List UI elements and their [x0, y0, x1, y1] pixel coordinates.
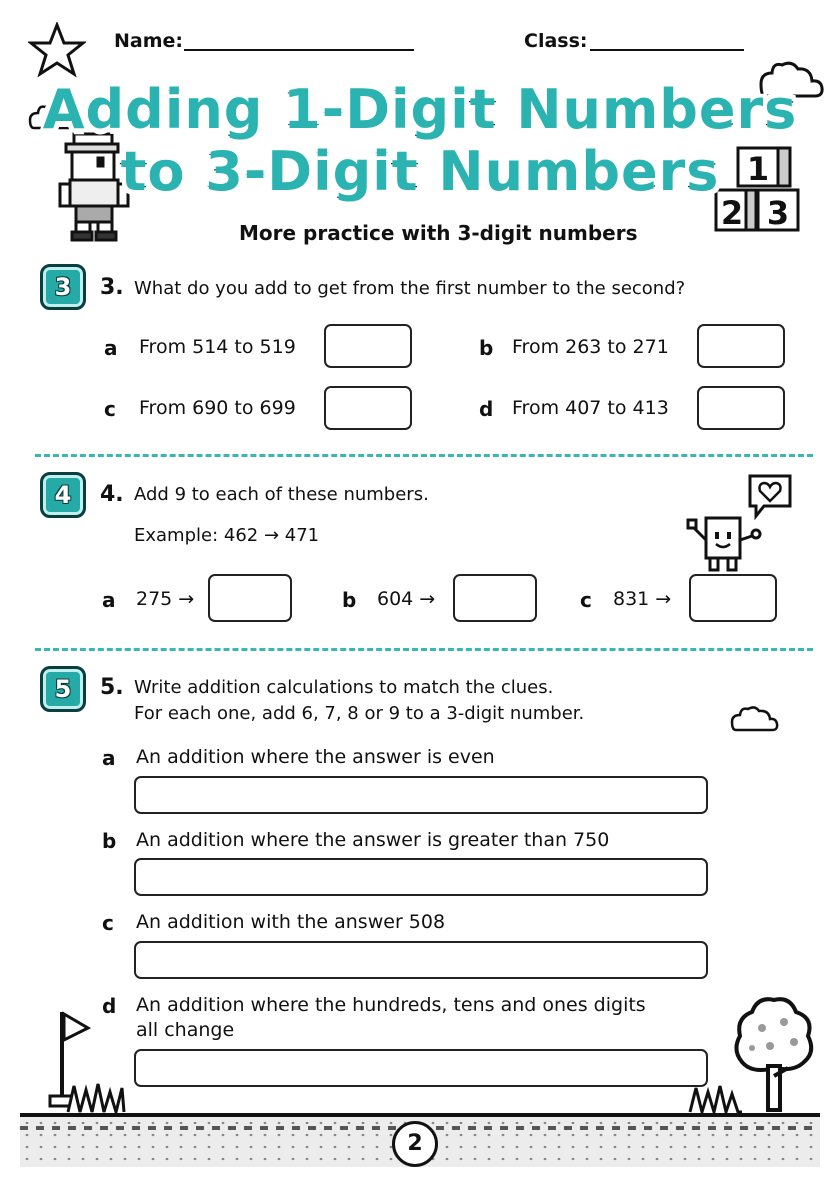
answer-box-3c[interactable] — [324, 386, 412, 430]
item-text: 831 → — [613, 588, 672, 610]
section-divider — [35, 454, 813, 457]
name-field[interactable] — [184, 49, 414, 51]
question-5-number: 5. — [100, 675, 124, 700]
item-letter: c — [580, 588, 592, 612]
question-3-prompt: What do you add to get from the first number to the second? — [134, 278, 686, 299]
item-letter: b — [342, 588, 357, 612]
item-text: From 407 to 413 — [512, 397, 669, 419]
item-text: From 690 to 699 — [139, 397, 296, 419]
answer-box-5b[interactable] — [134, 858, 708, 896]
star-icon — [28, 22, 86, 78]
item-letter: d — [102, 994, 117, 1018]
answer-box-4c[interactable] — [689, 574, 777, 622]
item-text: An addition where the answer is greater than 750 — [136, 829, 610, 851]
tree-icon — [728, 992, 820, 1116]
item-text-continued: all change — [136, 1019, 235, 1041]
question-4-badge: 4 — [40, 472, 86, 518]
page-title-line1: Adding 1-Digit Numbers — [42, 78, 798, 141]
answer-box-3d[interactable] — [697, 386, 785, 430]
item-letter: a — [102, 588, 116, 612]
question-5-prompt-line2: For each one, add 6, 7, 8 or 9 to a 3-digit number. — [134, 703, 585, 724]
block-2: 2 — [720, 194, 744, 232]
question-5-badge: 5 — [40, 666, 86, 712]
item-letter: d — [479, 397, 494, 421]
item-letter: a — [102, 746, 116, 770]
item-text: An addition with the answer 508 — [136, 911, 446, 933]
page-subtitle: More practice with 3-digit numbers — [239, 221, 638, 245]
answer-box-4a[interactable] — [208, 574, 292, 622]
name-label: Name: — [114, 30, 184, 52]
answer-box-3a[interactable] — [324, 324, 412, 368]
class-field[interactable] — [590, 49, 744, 51]
item-letter: b — [102, 829, 117, 853]
question-4-prompt: Add 9 to each of these numbers. — [134, 484, 429, 505]
item-letter: a — [104, 336, 118, 360]
question-5-prompt-line1: Write addition calculations to match the clues. — [134, 677, 554, 698]
question-4-example: Example: 462 → 471 — [134, 525, 320, 546]
answer-box-5d[interactable] — [134, 1049, 708, 1087]
item-letter: c — [102, 911, 114, 935]
grass-icon — [66, 1080, 126, 1114]
cloud-icon — [728, 702, 780, 734]
question-3-number: 3. — [100, 275, 124, 300]
item-text: 275 → — [136, 588, 195, 610]
question-4-number: 4. — [100, 482, 124, 507]
page-title-line2: to 3-Digit Numbers — [120, 140, 720, 203]
heart-speech-bubble-icon — [744, 472, 796, 524]
item-text: From 514 to 519 — [139, 336, 296, 358]
item-text: 604 → — [377, 588, 436, 610]
question-3-badge: 3 — [40, 264, 86, 310]
page-number: 2 — [392, 1121, 438, 1167]
class-label: Class: — [524, 30, 588, 52]
item-text: An addition where the hundreds, tens and ones digits — [136, 994, 646, 1016]
item-letter: b — [479, 336, 494, 360]
answer-box-5a[interactable] — [134, 776, 708, 814]
block-1: 1 — [746, 150, 770, 188]
item-letter: c — [104, 397, 116, 421]
answer-box-4b[interactable] — [453, 574, 537, 622]
answer-box-3b[interactable] — [697, 324, 785, 368]
block-3: 3 — [766, 194, 790, 232]
answer-box-5c[interactable] — [134, 941, 708, 979]
item-text: An addition where the answer is even — [136, 746, 495, 768]
section-divider — [35, 648, 813, 651]
item-text: From 263 to 271 — [512, 336, 669, 358]
